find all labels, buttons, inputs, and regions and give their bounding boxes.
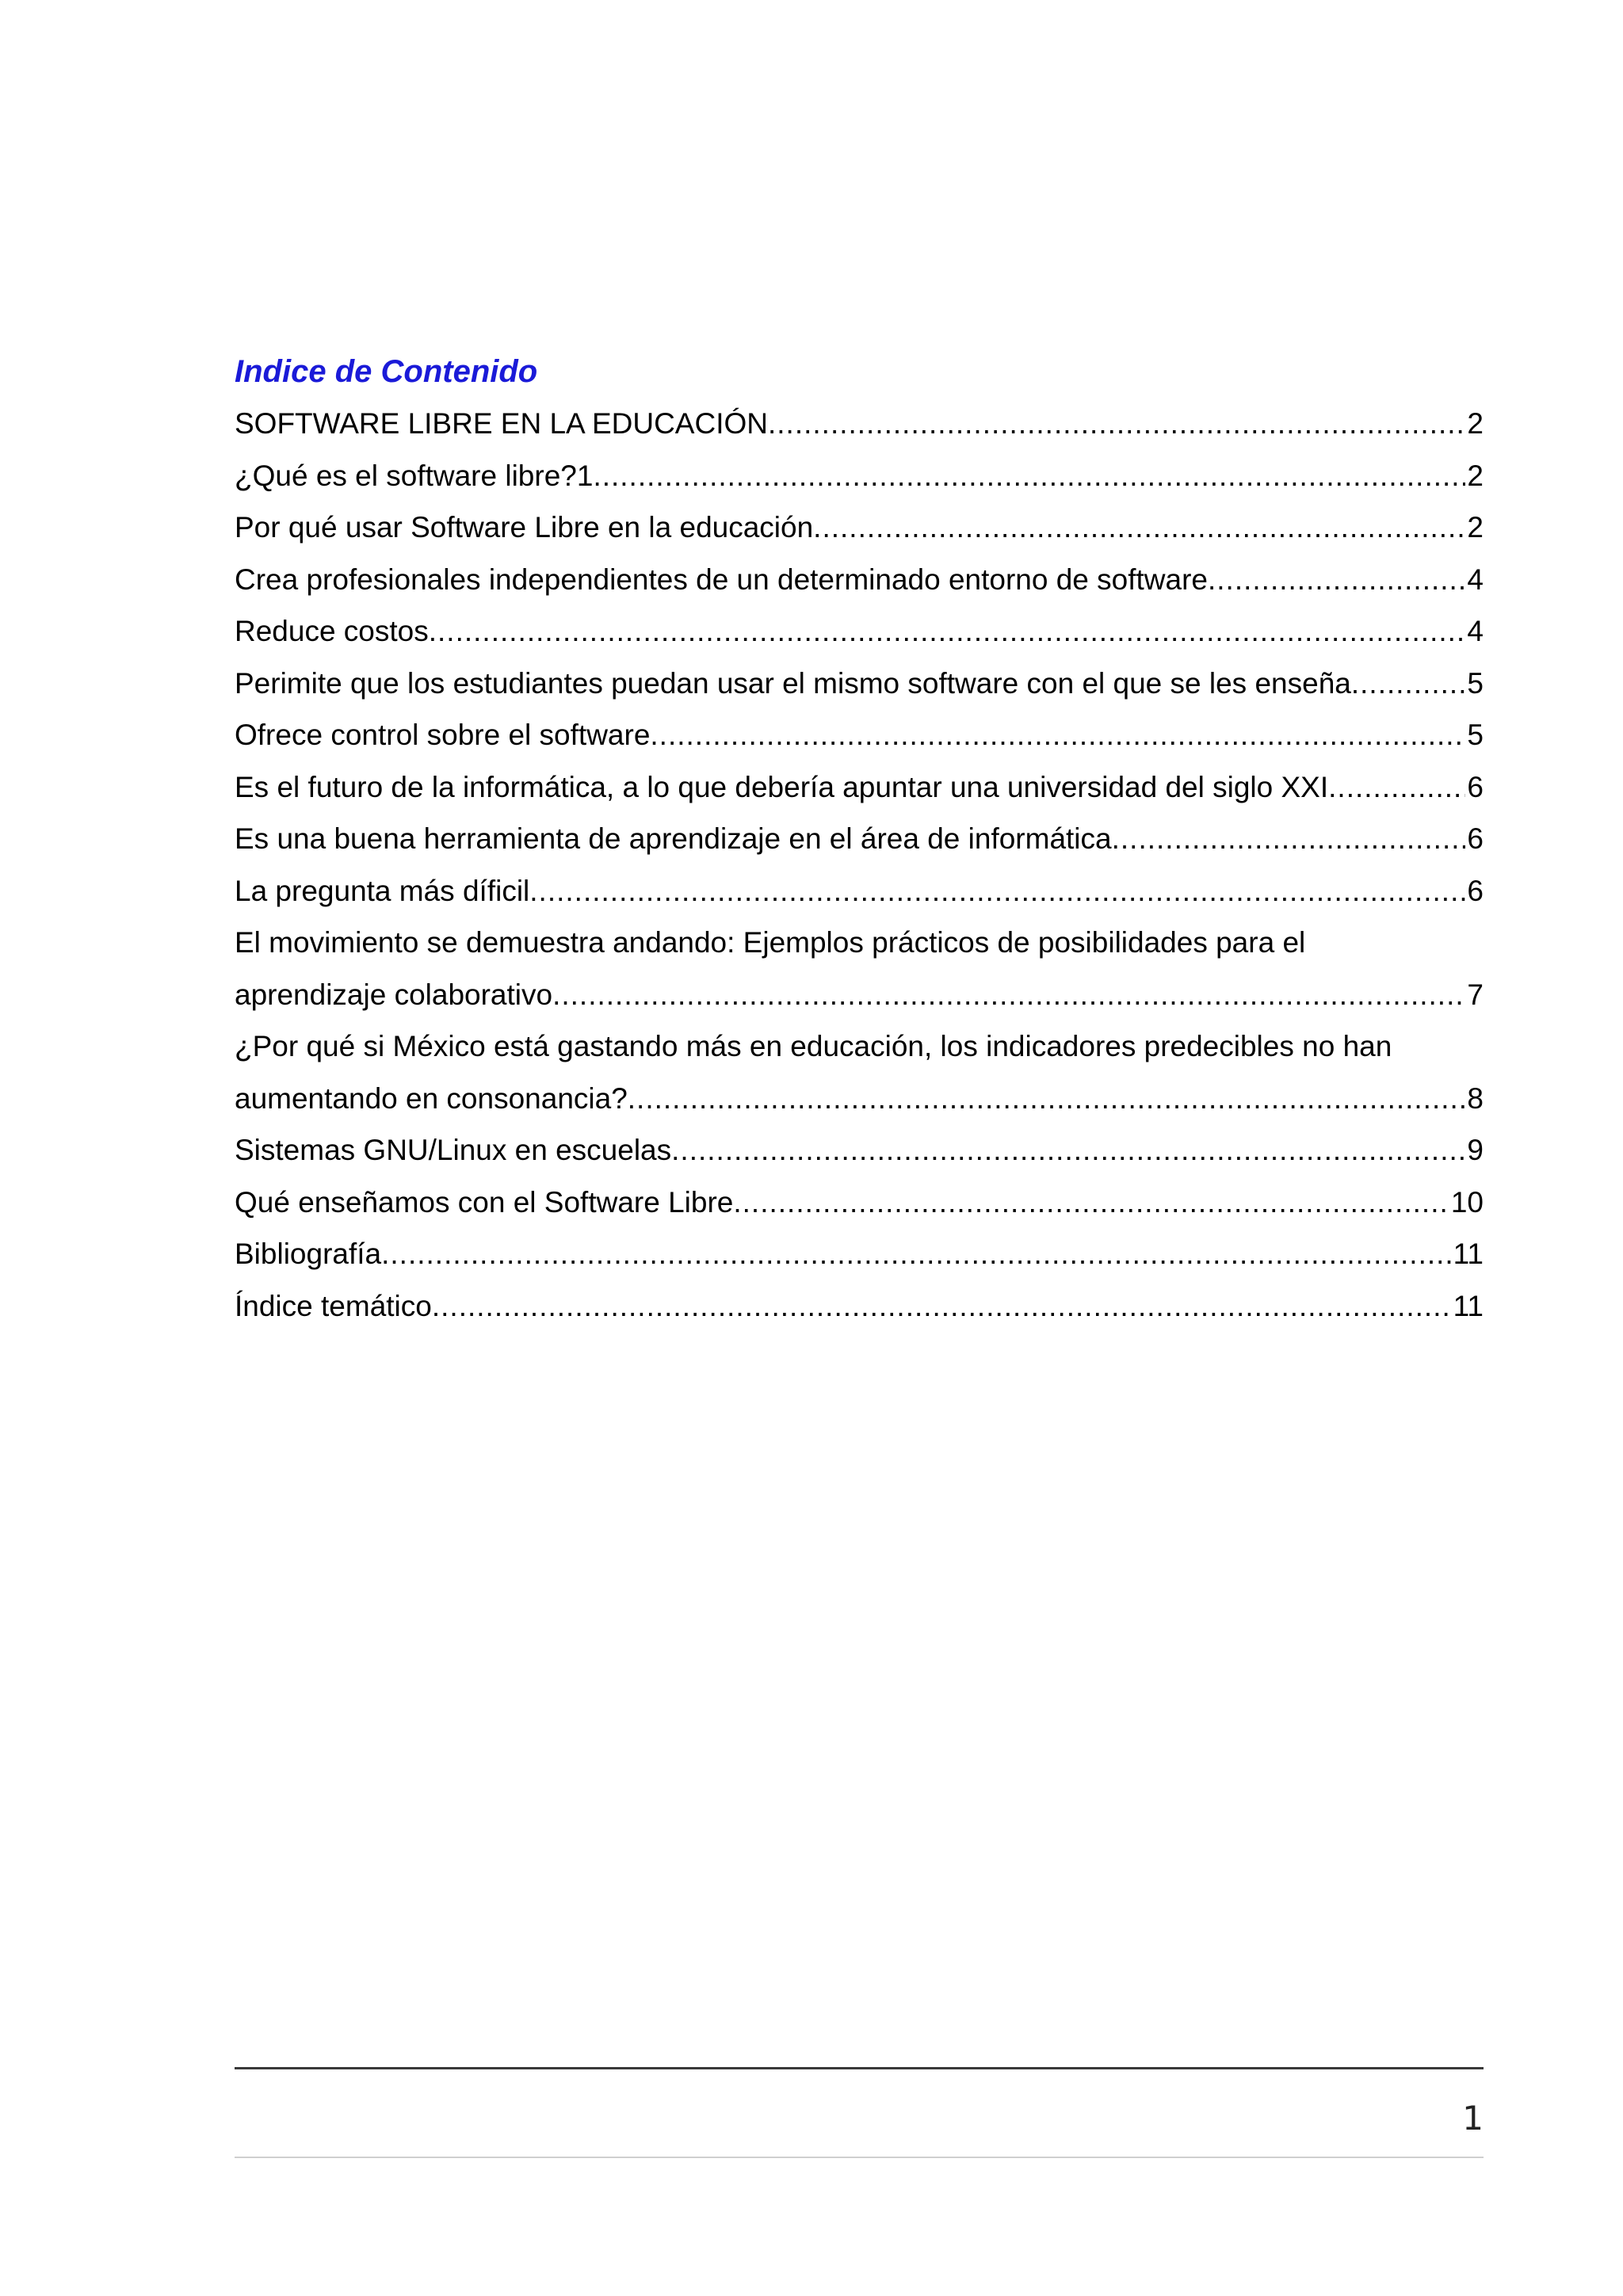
dot-leader [1208,554,1465,606]
toc-entry[interactable] [235,605,1484,658]
dot-leader [628,1073,1466,1125]
toc-entry-title: Es una buena herramienta de aprendizaje en el área de informática [235,822,1112,855]
dot-leader [381,1228,1451,1280]
toc-entry-title-line1: ¿Por qué si México está gastando más en educación, los indicadores predecibles no han [235,1030,1392,1062]
toc-entry-title: Ofrece control sobre el software [235,719,651,751]
dot-leader [650,709,1465,761]
toc-entry[interactable] [235,502,1484,554]
toc-entry-page: 11 [1453,1238,1484,1270]
toc-entry[interactable] [235,398,1484,450]
toc-entry-multiline[interactable] [235,917,1484,1020]
footer-divider-top [235,2067,1484,2069]
toc-entry-page: 2 [1467,459,1484,492]
toc-entry-title-line1: El movimiento se demuestra andando: Ejemplos prácticos de posibilidades para el [235,926,1306,959]
toc-entry-title: Índice temático [235,1289,432,1322]
toc-entry[interactable] [235,1228,1484,1280]
toc-entry-page: 6 [1467,770,1484,803]
toc-entry-page: 2 [1467,407,1484,440]
toc-entry[interactable] [235,554,1484,606]
toc-entry-page: 4 [1467,615,1484,647]
toc-entry-page: 10 [1450,1185,1484,1219]
toc-entry[interactable] [235,658,1484,710]
toc-entry[interactable] [235,709,1484,761]
toc-entry-line2 [235,1073,1484,1125]
toc-entry-page: 5 [1467,666,1484,700]
dot-leader [1328,761,1465,814]
toc-entry-title-line2: aprendizaje colaborativo [235,978,553,1011]
toc-entry-title: Es el futuro de la informática, a lo que debería apuntar una universidad del siglo XXI [235,770,1329,803]
toc-entry[interactable] [235,813,1484,865]
toc-entry-title-line2: aumentando en consonancia? [235,1081,628,1115]
dot-leader [432,1280,1452,1333]
dot-leader [593,450,1465,502]
dot-leader [552,969,1465,1021]
toc-entry-title: Qué enseñamos con el Software Libre [235,1185,734,1219]
toc-entry-title: Perimite que los estudiantes puedan usar el mismo software con el que se les enseña [235,666,1351,700]
toc-entry-page: 5 [1467,719,1484,751]
toc-entry-page: 8 [1467,1081,1484,1115]
dot-leader [1112,813,1466,865]
toc-entry-title: Bibliografía [235,1238,382,1270]
toc-entry-page: 6 [1467,822,1484,855]
toc-entry-page: 2 [1467,511,1484,543]
toc-entry-title: Crea profesionales independientes de un determinado entorno de software [235,563,1208,596]
table-of-contents [235,398,1484,1332]
footer-divider-bottom [235,2157,1484,2158]
toc-entry-title: La pregunta más díficil [235,874,530,907]
toc-entry-multiline[interactable] [235,1020,1484,1124]
dot-leader [768,398,1465,450]
dot-leader [671,1124,1465,1177]
toc-heading: Indice de Contenido [235,354,538,389]
dot-leader [1351,658,1466,710]
toc-entry[interactable] [235,761,1484,814]
toc-entry[interactable] [235,1280,1484,1333]
toc-entry-title: Por qué usar Software Libre en la educación [235,511,814,543]
toc-entry-page: 4 [1467,563,1484,596]
dot-leader [529,865,1465,917]
toc-entry-page: 11 [1453,1289,1484,1322]
toc-entry-page: 6 [1467,874,1484,907]
toc-entry-line2 [235,969,1484,1021]
toc-entry[interactable] [235,865,1484,917]
dot-leader [733,1177,1449,1229]
toc-entry-page: 7 [1467,978,1484,1011]
toc-entry[interactable] [235,1124,1484,1177]
toc-entry-title: SOFTWARE LIBRE EN LA EDUCACIÓN [235,407,768,440]
toc-entry-title: Reduce costos [235,615,429,647]
dot-leader [813,502,1465,554]
dot-leader [429,605,1466,658]
toc-entry[interactable] [235,1177,1484,1229]
toc-entry-title: ¿Qué es el software libre?1 [235,459,594,492]
toc-entry-title: Sistemas GNU/Linux en escuelas [235,1134,672,1166]
toc-entry-page: 9 [1467,1134,1484,1166]
toc-entry[interactable] [235,450,1484,502]
page-number: 1 [1462,2099,1484,2138]
